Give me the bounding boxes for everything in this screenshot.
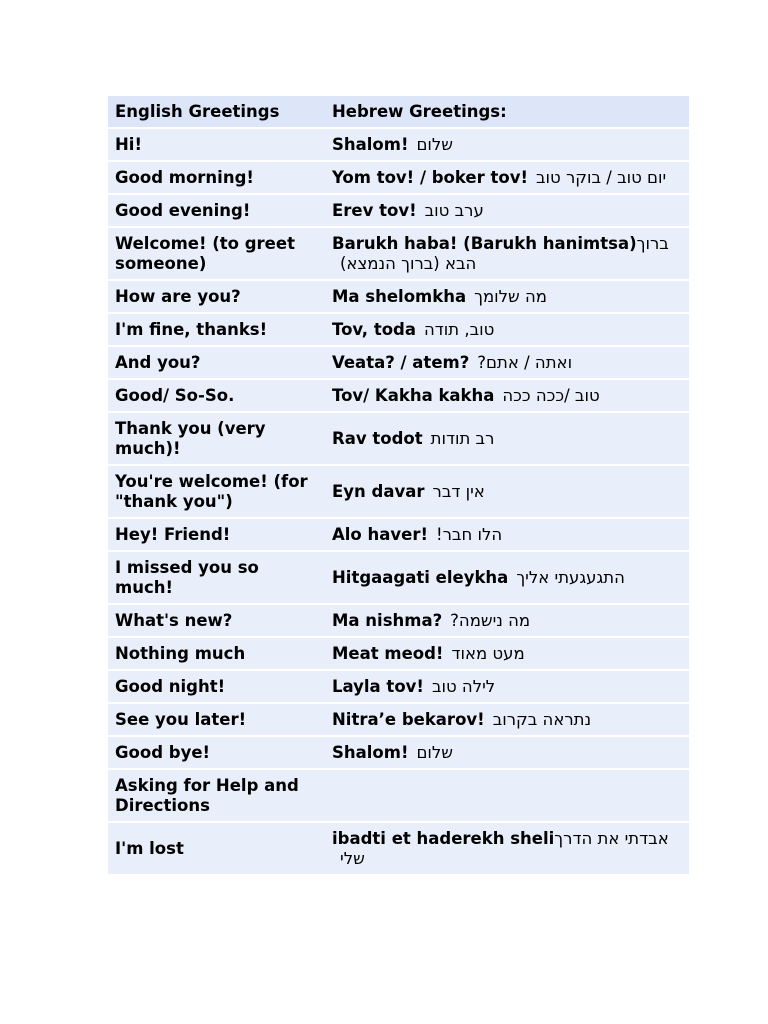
english-greeting: Nothing much [108,638,325,669]
english-greeting: Good bye! [108,737,325,768]
table-row [108,281,689,312]
hebrew-text: ברוך הבא (ברוך הנמצא) [340,234,669,273]
english-greeting: Asking for Help and Directions [108,770,325,821]
transliteration: Shalom! [332,743,409,762]
transliteration: Rav todot [332,429,423,448]
hebrew-greeting-cell [325,519,689,550]
transliteration: Barukh haba! (Barukh hanimtsa) [332,234,637,253]
table-row [108,195,689,226]
table-row [108,770,689,821]
hebrew-text: מה שלומך [474,287,547,306]
table-row [108,552,689,603]
table-row [108,605,689,636]
hebrew-greeting-cell [325,704,689,735]
hebrew-text: אבדתי את הדרך שלי [340,829,669,868]
hebrew-text: טוב /ככה ככה [502,386,600,405]
transliteration: Alo haver! [332,525,428,544]
english-greeting: I missed you so much! [108,552,325,603]
hebrew-greeting-cell [325,129,689,160]
hebrew-text: יום טוב / בוקר טוב [535,168,667,187]
hebrew-text: רב תודות [430,429,495,448]
hebrew-greeting-cell [325,314,689,345]
hebrew-greeting-cell [325,770,689,821]
transliteration: Veata? / atem? [332,353,470,372]
english-greeting: Good night! [108,671,325,702]
table-row [108,466,689,517]
hebrew-text: אין דבר [432,482,485,501]
transliteration: Tov/ Kakha kakha [332,386,495,405]
hebrew-greeting-cell [325,380,689,411]
transliteration: Layla tov! [332,677,424,696]
table-header-row [108,96,689,127]
hebrew-text: לילה טוב [431,677,496,696]
english-greeting: See you later! [108,704,325,735]
hebrew-greeting-cell [325,605,689,636]
english-greeting: And you? [108,347,325,378]
header-english: English Greetings [108,96,325,127]
hebrew-greeting-cell [325,466,689,517]
transliteration: Ma nishma? [332,611,443,630]
greetings-table-body [108,96,689,874]
transliteration: Nitra’e bekarov! [332,710,485,729]
hebrew-greeting-cell [325,671,689,702]
table-row [108,380,689,411]
table-row [108,704,689,735]
hebrew-greeting-cell [325,737,689,768]
transliteration: Tov, toda [332,320,416,339]
english-greeting: I'm lost [108,823,325,874]
english-greeting: You're welcome! (for "thank you") [108,466,325,517]
hebrew-text: טוב, תודה [424,320,495,339]
english-greeting: Thank you (very much)! [108,413,325,464]
transliteration: Meat meod! [332,644,444,663]
transliteration: Shalom! [332,135,409,154]
english-greeting: How are you? [108,281,325,312]
table-row [108,228,689,279]
hebrew-greeting-cell [325,195,689,226]
english-greeting: Good evening! [108,195,325,226]
hebrew-greeting-cell [325,552,689,603]
english-greeting: Good/ So-So. [108,380,325,411]
english-greeting: Hey! Friend! [108,519,325,550]
hebrew-text: מה נישמה? [450,611,531,630]
transliteration: Hitgaagati eleykha [332,568,509,587]
transliteration: Yom tov! / boker tov! [332,168,528,187]
english-greeting: Welcome! (to greet someone) [108,228,325,279]
english-greeting: What's new? [108,605,325,636]
hebrew-greeting-cell [325,638,689,669]
hebrew-text: מעט מאוד [451,644,525,663]
table-row [108,129,689,160]
hebrew-greeting-cell [325,347,689,378]
table-row [108,519,689,550]
table-row [108,413,689,464]
transliteration: Ma shelomkha [332,287,467,306]
hebrew-text: נתראה בקרוב [492,710,592,729]
hebrew-text: שלום [416,743,453,762]
table-row [108,638,689,669]
hebrew-greeting-cell [325,281,689,312]
transliteration: Eyn davar [332,482,425,501]
hebrew-text: התגעגעתי אליך [516,568,625,587]
hebrew-greeting-cell [325,162,689,193]
table-row [108,347,689,378]
table-row [108,314,689,345]
table-row [108,162,689,193]
table-row [108,823,689,874]
hebrew-greeting-cell [325,228,689,279]
hebrew-text: הלו חבר! [436,525,503,544]
english-greeting: I'm fine, thanks! [108,314,325,345]
table-row [108,737,689,768]
transliteration: Erev tov! [332,201,417,220]
greetings-table [108,94,689,876]
english-greeting: Good morning! [108,162,325,193]
hebrew-greeting-cell [325,413,689,464]
table-row [108,671,689,702]
hebrew-text: שלום [416,135,453,154]
english-greeting: Hi! [108,129,325,160]
hebrew-text: ערב טוב [424,201,484,220]
transliteration: ibadti et haderekh sheli [332,829,555,848]
hebrew-text: ואתה / אתם? [477,353,573,372]
header-hebrew: Hebrew Greetings: [325,96,689,127]
hebrew-greeting-cell [325,823,689,874]
